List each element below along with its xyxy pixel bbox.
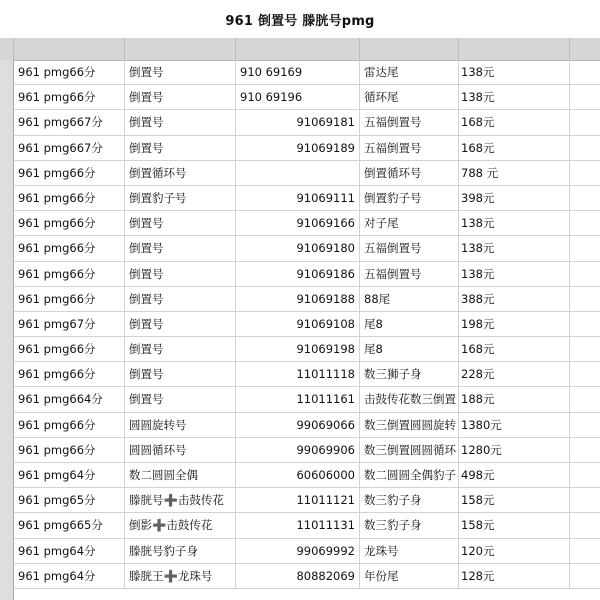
number-cell[interactable]: 99069906 — [236, 438, 360, 462]
area-cell[interactable]: 961 pmg67分 — [14, 312, 125, 336]
price-cell[interactable]: 1280元 — [459, 438, 570, 462]
column-header-f[interactable] — [570, 38, 600, 60]
empty-cell[interactable] — [570, 186, 600, 210]
area-cell[interactable]: 961 pmg66分 — [14, 186, 125, 210]
area-cell[interactable]: 961 pmg66分 — [14, 60, 125, 84]
price-cell[interactable]: 168元 — [459, 110, 570, 134]
number-cell[interactable]: 91069198 — [236, 337, 360, 361]
empty-cell[interactable] — [570, 362, 600, 386]
number-cell[interactable]: 60606000 — [236, 463, 360, 487]
table-row — [14, 564, 600, 589]
type-cell[interactable]: 倒置循环号 — [125, 161, 236, 185]
table-row — [14, 539, 600, 564]
price-cell[interactable]: 138元 — [459, 85, 570, 109]
tail-cell[interactable]: 倒置豹子号 — [360, 186, 459, 210]
area-cell[interactable]: 961 pmg665分 — [14, 513, 125, 537]
number-cell[interactable]: 91069166 — [236, 211, 360, 235]
tail-cell[interactable]: 龙珠号 — [360, 539, 459, 563]
empty-cell[interactable] — [570, 60, 600, 84]
number-cell[interactable]: 91069180 — [236, 236, 360, 260]
number-cell[interactable]: 91069189 — [236, 136, 360, 160]
tail-cell[interactable]: 年份尾 — [360, 564, 459, 588]
price-cell[interactable]: 138元 — [459, 262, 570, 286]
tail-cell[interactable]: 数三狮子身 — [360, 362, 459, 386]
area-cell[interactable]: 961 pmg66分 — [14, 438, 125, 462]
number-cell[interactable]: 91069108 — [236, 312, 360, 336]
empty-cell[interactable] — [570, 110, 600, 134]
table-row — [14, 362, 600, 387]
empty-cell[interactable] — [570, 539, 600, 563]
tail-cell[interactable]: 循环尾 — [360, 85, 459, 109]
sheet-title: 961 倒置号 滕胱号pmg — [225, 13, 375, 29]
type-cell[interactable]: 滕胱号➕击鼓传花 — [125, 488, 236, 512]
empty-cell[interactable] — [570, 262, 600, 286]
number-cell[interactable]: 99069066 — [236, 413, 360, 437]
area-cell[interactable]: 961 pmg64分 — [14, 564, 125, 588]
price-cell[interactable]: 138元 — [459, 211, 570, 235]
table-row — [14, 287, 600, 312]
corner-cell[interactable] — [0, 38, 14, 60]
tail-cell[interactable]: 数三倒置圆圆循环 — [360, 438, 459, 462]
tail-cell[interactable]: 击鼓传花数三倒置 — [360, 387, 459, 411]
price-cell[interactable]: 188元 — [459, 387, 570, 411]
number-cell[interactable]: 91069186 — [236, 262, 360, 286]
spreadsheet-grid — [14, 60, 600, 589]
number-cell[interactable]: 91069181 — [236, 110, 360, 134]
type-cell[interactable]: 倒置号 — [125, 110, 236, 134]
tail-cell[interactable]: 88尾 — [360, 287, 459, 311]
column-header-a[interactable] — [14, 38, 125, 60]
area-cell[interactable]: 961 pmg667分 — [14, 110, 125, 134]
empty-cell[interactable] — [570, 387, 600, 411]
number-cell[interactable] — [236, 161, 360, 185]
table-row — [14, 413, 600, 438]
table-row — [14, 186, 600, 211]
empty-cell[interactable] — [570, 438, 600, 462]
number-cell[interactable]: 11011118 — [236, 362, 360, 386]
type-cell[interactable]: 倒置号 — [125, 312, 236, 336]
tail-cell[interactable]: 五福倒置号 — [360, 236, 459, 260]
tail-cell[interactable]: 尾8 — [360, 337, 459, 361]
tail-cell[interactable]: 数三倒置圆圆旋转 — [360, 413, 459, 437]
price-cell[interactable]: 168元 — [459, 337, 570, 361]
price-cell[interactable]: 120元 — [459, 539, 570, 563]
tail-cell[interactable]: 五福倒置号 — [360, 110, 459, 134]
empty-cell[interactable] — [570, 236, 600, 260]
area-cell[interactable]: 961 pmg65分 — [14, 488, 125, 512]
table-row — [14, 211, 600, 236]
tail-cell[interactable]: 对子尾 — [360, 211, 459, 235]
area-cell[interactable]: 961 pmg667分 — [14, 136, 125, 160]
type-cell[interactable]: 倒置号 — [125, 337, 236, 361]
table-row — [14, 387, 600, 412]
type-cell[interactable]: 滕胱王➕龙珠号 — [125, 564, 236, 588]
column-header-band — [0, 38, 600, 61]
type-cell[interactable]: 滕胱号豹子身 — [125, 539, 236, 563]
area-cell[interactable]: 961 pmg66分 — [14, 211, 125, 235]
number-cell[interactable]: 910 69196 — [236, 85, 360, 109]
area-cell[interactable]: 961 pmg64分 — [14, 539, 125, 563]
table-row — [14, 110, 600, 135]
type-cell[interactable]: 圆圆循环号 — [125, 438, 236, 462]
table-row — [14, 438, 600, 463]
price-cell[interactable]: 198元 — [459, 312, 570, 336]
tail-cell[interactable]: 雷达尾 — [360, 60, 459, 84]
table-row — [14, 262, 600, 287]
empty-cell[interactable] — [570, 161, 600, 185]
area-cell[interactable]: 961 pmg64分 — [14, 463, 125, 487]
price-cell[interactable]: 388元 — [459, 287, 570, 311]
empty-cell[interactable] — [570, 488, 600, 512]
tail-cell[interactable]: 五福倒置号 — [360, 262, 459, 286]
empty-cell[interactable] — [570, 413, 600, 437]
empty-cell[interactable] — [570, 136, 600, 160]
area-cell[interactable]: 961 pmg66分 — [14, 362, 125, 386]
empty-cell[interactable] — [570, 513, 600, 537]
price-cell[interactable]: 138元 — [459, 60, 570, 84]
table-row — [14, 312, 600, 337]
empty-cell[interactable] — [570, 211, 600, 235]
price-cell[interactable]: 788 元 — [459, 161, 570, 185]
number-cell[interactable]: 91069111 — [236, 186, 360, 210]
type-cell[interactable]: 倒置豹子号 — [125, 186, 236, 210]
number-cell[interactable]: 11011161 — [236, 387, 360, 411]
table-row — [14, 236, 600, 261]
type-cell[interactable]: 倒置号 — [125, 85, 236, 109]
type-cell[interactable]: 倒置号 — [125, 287, 236, 311]
area-cell[interactable]: 961 pmg664分 — [14, 387, 125, 411]
empty-cell[interactable] — [570, 287, 600, 311]
type-cell[interactable]: 圆圆旋转号 — [125, 413, 236, 437]
empty-cell[interactable] — [570, 564, 600, 588]
price-cell[interactable]: 128元 — [459, 564, 570, 588]
column-header-d[interactable] — [360, 38, 459, 60]
number-cell[interactable]: 80882069 — [236, 564, 360, 588]
price-cell[interactable]: 158元 — [459, 513, 570, 537]
area-cell[interactable]: 961 pmg66分 — [14, 85, 125, 109]
type-cell[interactable]: 倒置号 — [125, 60, 236, 84]
number-cell[interactable]: 910 69169 — [236, 60, 360, 84]
row-header-gutter[interactable] — [0, 60, 14, 600]
table-row — [14, 513, 600, 538]
column-header-e[interactable] — [459, 38, 570, 60]
type-cell[interactable]: 倒置号 — [125, 211, 236, 235]
number-cell[interactable]: 11011131 — [236, 513, 360, 537]
price-cell[interactable]: 158元 — [459, 488, 570, 512]
price-cell[interactable]: 168元 — [459, 136, 570, 160]
table-row — [14, 463, 600, 488]
column-header-b[interactable] — [125, 38, 236, 60]
area-cell[interactable]: 961 pmg66分 — [14, 287, 125, 311]
area-cell[interactable]: 961 pmg66分 — [14, 337, 125, 361]
type-cell[interactable]: 倒置号 — [125, 362, 236, 386]
empty-cell[interactable] — [570, 463, 600, 487]
type-cell[interactable]: 倒置号 — [125, 136, 236, 160]
number-cell[interactable]: 11011121 — [236, 488, 360, 512]
type-cell[interactable]: 数二圆圆全偶 — [125, 463, 236, 487]
tail-cell[interactable]: 数三豹子身 — [360, 488, 459, 512]
price-cell[interactable]: 138元 — [459, 236, 570, 260]
area-cell[interactable]: 961 pmg66分 — [14, 236, 125, 260]
price-cell[interactable]: 398元 — [459, 186, 570, 210]
table-row — [14, 136, 600, 161]
table-row — [14, 488, 600, 513]
type-cell[interactable]: 倒置号 — [125, 262, 236, 286]
type-cell[interactable]: 倒影➕击鼓传花 — [125, 513, 236, 537]
price-cell[interactable]: 1380元 — [459, 413, 570, 437]
price-cell[interactable]: 228元 — [459, 362, 570, 386]
empty-cell[interactable] — [570, 85, 600, 109]
tail-cell[interactable]: 五福倒置号 — [360, 136, 459, 160]
tail-cell[interactable]: 数二圆圆全偶豹子 — [360, 463, 459, 487]
tail-cell[interactable]: 倒置循环号 — [360, 161, 459, 185]
area-cell[interactable]: 961 pmg66分 — [14, 262, 125, 286]
number-cell[interactable]: 91069188 — [236, 287, 360, 311]
area-cell[interactable]: 961 pmg66分 — [14, 413, 125, 437]
table-row — [14, 85, 600, 110]
tail-cell[interactable]: 尾8 — [360, 312, 459, 336]
tail-cell[interactable]: 数三豹子身 — [360, 513, 459, 537]
empty-cell[interactable] — [570, 337, 600, 361]
column-header-c[interactable] — [236, 38, 360, 60]
type-cell[interactable]: 倒置号 — [125, 387, 236, 411]
area-cell[interactable]: 961 pmg66分 — [14, 161, 125, 185]
type-cell[interactable]: 倒置号 — [125, 236, 236, 260]
table-row — [14, 337, 600, 362]
empty-cell[interactable] — [570, 312, 600, 336]
price-cell[interactable]: 498元 — [459, 463, 570, 487]
number-cell[interactable]: 99069992 — [236, 539, 360, 563]
table-row — [14, 161, 600, 186]
table-row — [14, 60, 600, 85]
